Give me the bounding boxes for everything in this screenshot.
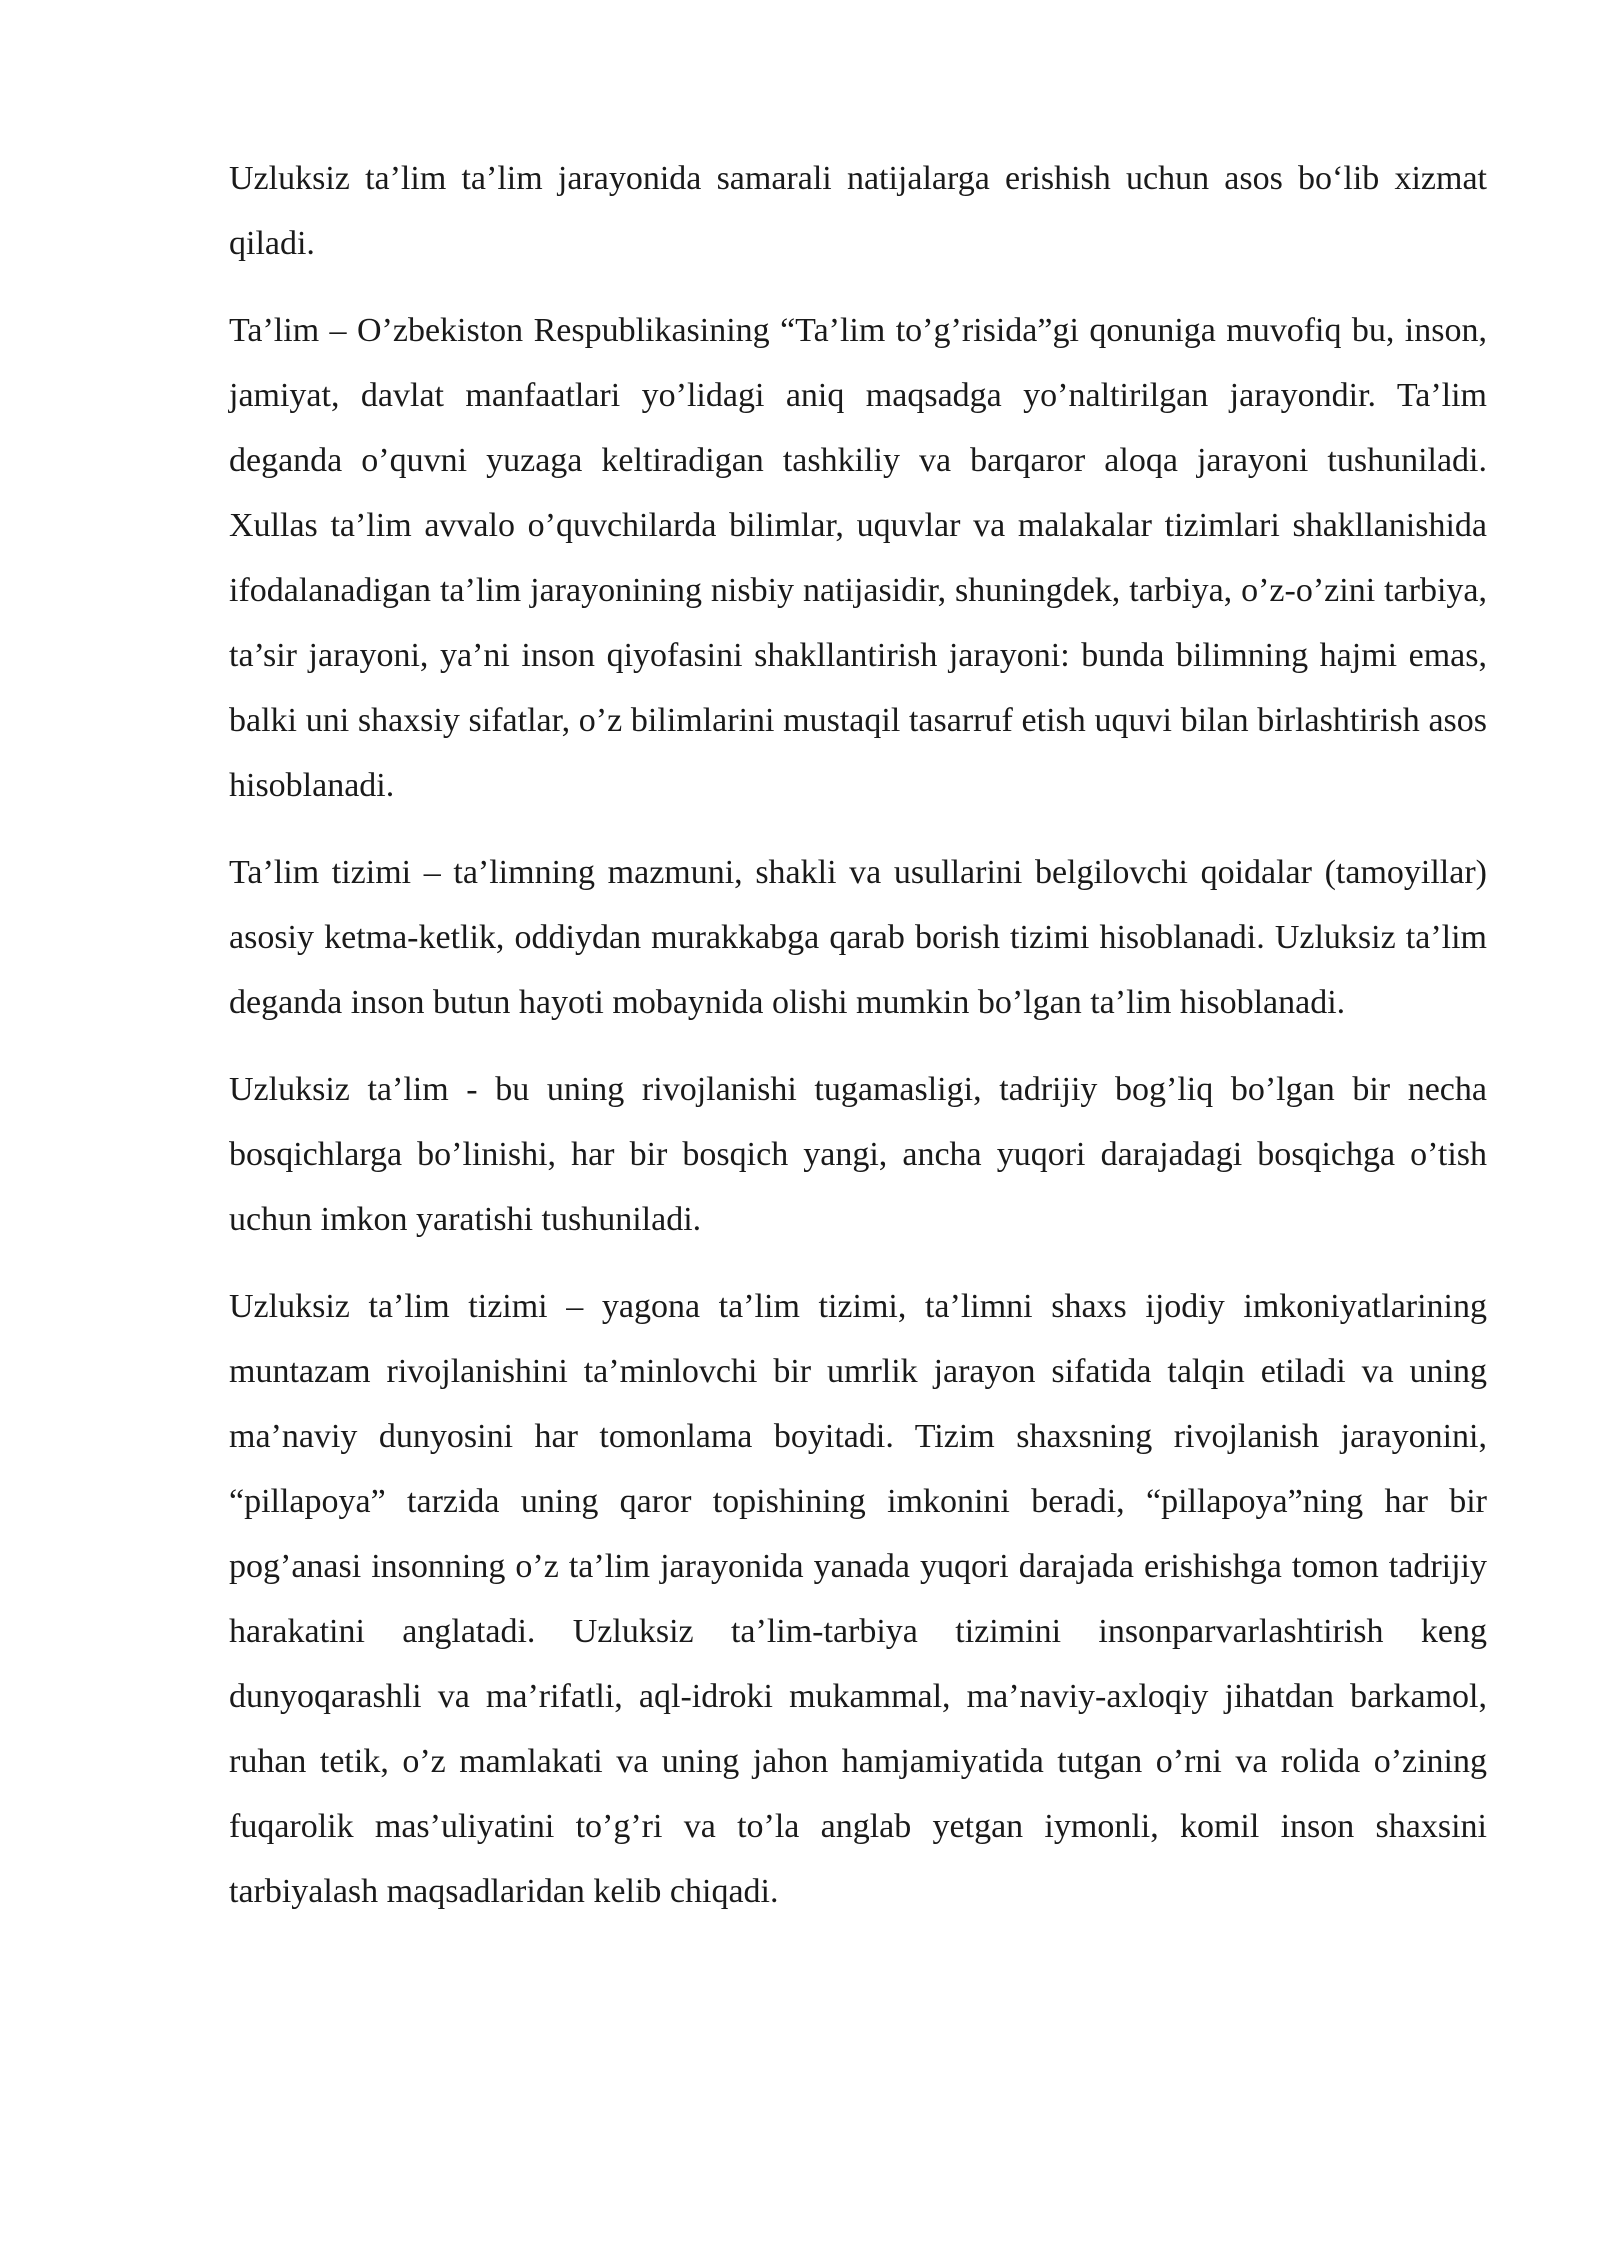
paragraph-continuous-education-system: Uzluksiz ta’lim tizimi – yagona ta’lim tizimi, ta’limni shaxs ijodiy imkoniyatlarining muntazam rivojlanishini ta’minlovchi bir umrlik jarayon sifatida talqin etiladi va uning ma’naviy dunyosini har tomonlama boyitadi. Tizim shaxsning rivojlanish jarayonini, “pillapoya” tarzida uning qaror topishining imkonini beradi, “pillapoya”ning har bir pog’anasi insonning o’z ta’lim jarayonida yanada yuqori darajada erishishga tomon tadrijiy harakatini anglatadi. Uzluksiz ta’lim-tarbiya tizimini insonparvarlashtirish keng dunyoqarashli va ma’rifatli, aql-idroki mukammal, ma’naviy-axloqiy jihatdan barkamol, ruhan tetik, o’z mamlakati va uning jahon hamjamiyatida tutgan o’rni va rolida o’zining fuqarolik mas’uliyatini to’g’ri va to’la anglab yetgan iymonli, komil inson shaxsini tarbiyalash maqsadlaridan kelib chiqadi. <box>229 1288 1487 1910</box>
paragraph-continuous-education-stages: Uzluksiz ta’lim - bu uning rivojlanishi tugamasligi, tadrijiy bog’liq bo’lgan bir necha bosqichlarga bo’linishi, har bir bosqich yangi, ancha yuqori darajadagi bosqichga o’tish uchun imkon yaratishi tushuniladi. <box>229 1071 1487 1238</box>
paragraph-education-definition: Ta’lim – O’zbekiston Respublikasining “Ta’lim to’g’risida”gi qonuniga muvofiq bu, inson, jamiyat, davlat manfaatlari yo’lidagi aniq maqsadga yo’naltirilgan jarayondir. Ta’lim deganda o’quvni yuzaga keltiradigan tashkiliy va barqaror aloqa jarayoni tushuniladi. Xullas ta’lim avvalo o’quvchilarda bilimlar, uquvlar va malakalar tizimlari shakllanishida ifodalanadigan ta’lim jarayonining nisbiy natijasidir, shuningdek, tarbiya, o’z-o’zini tarbiya, ta’sir jarayoni, ya’ni inson qiyofasini shakllantirish jarayoni: bunda bilimning hajmi emas, balki uni shaxsiy sifatlar, o’z bilimlarini mustaqil tasarruf etish uquvi bilan birlashtirish asos hisoblanadi. <box>229 312 1487 804</box>
paragraph-education-system: Ta’lim tizimi – ta’limning mazmuni, shakli va usullarini belgilovchi qoidalar (tamoyillar) asosiy ketma-ketlik, oddiydan murakkabga qarab borish tizimi hisoblanadi. Uzluksiz ta’lim deganda inson butun hayoti mobaynida olishi mumkin bo’lgan ta’lim hisoblanadi. <box>229 854 1487 1021</box>
paragraph-continuous-education-intro: Uzluksiz ta’lim ta’lim jarayonida samarali natijalarga erishish uchun asos bo‘lib xizmat qiladi. <box>229 160 1487 262</box>
document-body <box>229 146 1487 1924</box>
